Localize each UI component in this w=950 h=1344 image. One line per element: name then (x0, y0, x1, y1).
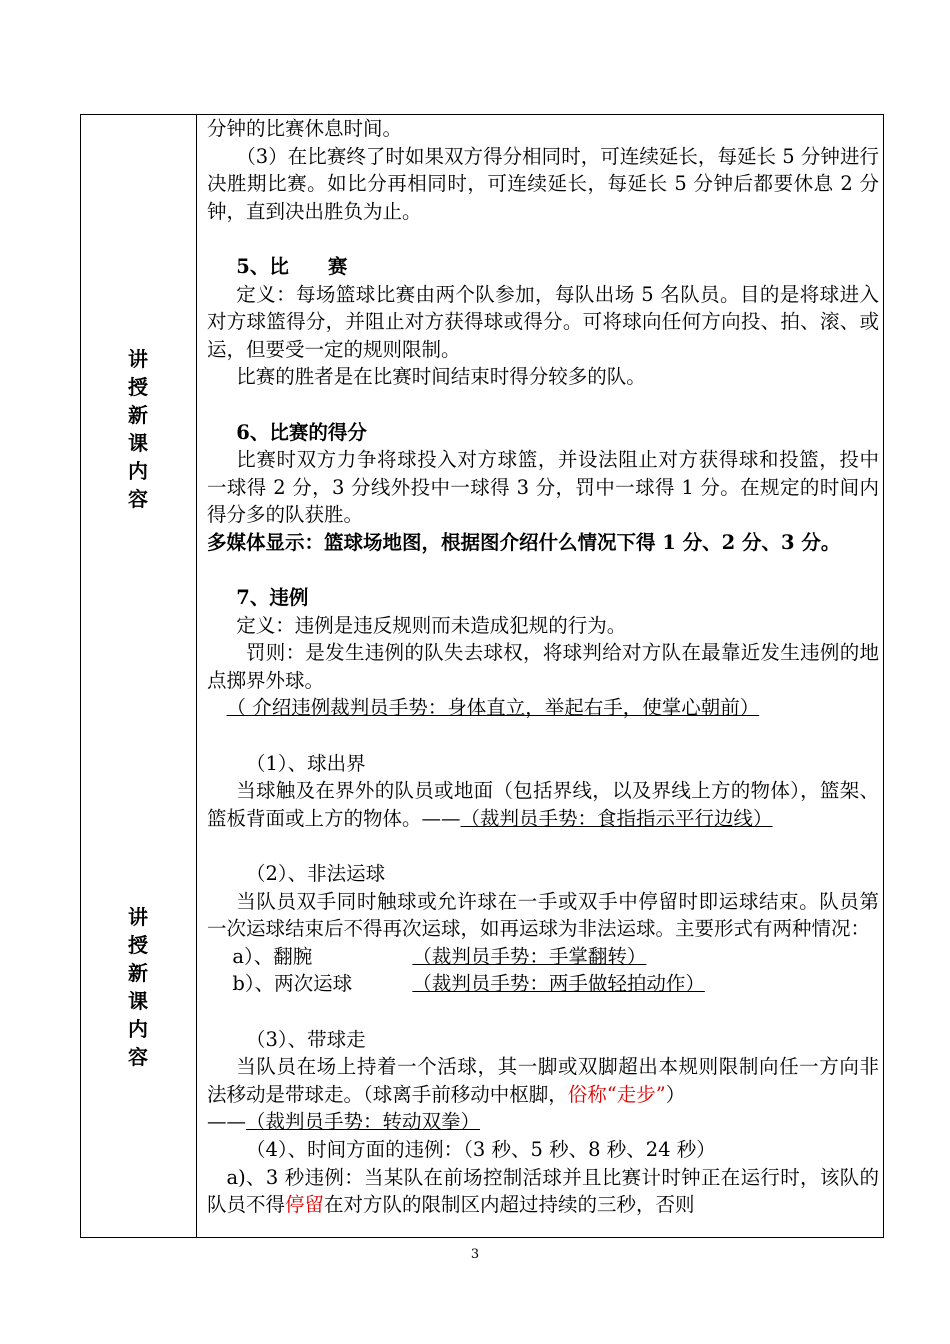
section-heading-7: 7、违例 (236, 586, 309, 610)
highlight-text: 停留 (285, 1193, 325, 1217)
side-label-char: 课 (128, 431, 148, 455)
list-label: a）、翻腕 (232, 944, 313, 968)
referee-gesture-note: （ 介绍违例裁判员手势：身体直立，举起右手，使掌心朝前） (226, 696, 760, 720)
section-heading-5: 5、比 赛 (236, 254, 348, 278)
list-item (207, 970, 879, 998)
list-item (207, 943, 879, 971)
side-label-bottom (81, 903, 195, 1071)
subheading: （1）、球出界 (246, 751, 366, 775)
text: —— (207, 1110, 246, 1134)
side-label-top (81, 345, 195, 513)
paragraph: 定义：违例是违反规则而未造成犯规的行为。 (236, 613, 627, 637)
text: 当队员在场上持着一个活球，其一脚或双脚超出本规则限制向任一方向非法移动是带球走。（球离手前移动中枢脚， (207, 1055, 879, 1106)
side-label-char: 容 (128, 1045, 148, 1069)
text: 在对方队的限制区内超过持续的三秒，否则 (324, 1193, 695, 1217)
paragraph: 定义：每场篮球比赛由两个队参加，每队出场 5 名队员。目的是将球进入对方球篮得分，并阻止对方获得球或得分。可将球向任何方向投、拍、滚、或运，但要受一定的规则限制。 (207, 282, 879, 361)
multimedia-note: 多媒体显示：篮球场地图，根据图介绍什么情况下得 1 分、2 分、3 分。 (207, 530, 841, 554)
side-label-char: 授 (128, 933, 148, 957)
paragraph: 罚则：是发生违例的队失去球权，将球判给对方队在最靠近发生违例的地点掷界外球。 (207, 641, 879, 692)
section-heading-6: 6、比赛的得分 (236, 420, 367, 444)
side-label-char: 讲 (128, 905, 148, 929)
side-label-char: 新 (128, 961, 148, 985)
text: a)、3 秒违例：当某队在前场控制活球并且比赛计时钟正在运行时，该队的队员不得 (207, 1165, 879, 1217)
paragraph (207, 1164, 879, 1219)
subheading: （2）、非法运球 (246, 862, 386, 886)
referee-gesture-note: （裁判员手势：两手做轻拍动作） (412, 972, 705, 996)
paragraph: 当队员双手同时触球或允许球在一手或双手中停留时即运球结束。队员第一次运球结束后不得再次运球，如再运球为非法运球。主要形式有两种情况： (207, 889, 879, 941)
text: ） (665, 1082, 686, 1106)
side-label-char: 容 (128, 487, 148, 511)
lesson-content (207, 115, 879, 1219)
paragraph: （3）在比赛终了时如果双方得分相同时，可连续延长，每延长 5 分钟进行决胜期比赛。如比分再相同时，可连续延长，每延长 5 分钟后都要休息 2 分钟，直到决出胜负为止。 (207, 144, 879, 223)
paragraph (207, 1108, 879, 1136)
list-label: b）、两次运球 (232, 972, 353, 996)
paragraph (207, 1053, 879, 1108)
highlight-text: 俗称“走步” (567, 1082, 666, 1106)
side-label-char: 内 (128, 459, 148, 483)
lesson-table (80, 114, 884, 1238)
side-label-char: 新 (128, 403, 148, 427)
paragraph (207, 777, 879, 832)
page-number: 3 (470, 1247, 480, 1262)
referee-gesture-note: （裁判员手势：食指指示平行边线） (460, 806, 773, 830)
side-label-char: 讲 (128, 347, 148, 371)
paragraph: 比赛时双方力争将球投入对方球篮，并设法阻止对方获得球和投篮，投中一球得 2 分，3 分线外投中一球得 3 分，罚中一球得 1 分。在规定的时间内得分多的队获胜。 (207, 448, 879, 527)
side-label-char: 授 (128, 375, 148, 399)
text: 当球触及在界外的队员或地面（包括界线，以及界线上方的物体），篮架、篮板背面或上方的物体。—— (207, 779, 879, 830)
referee-gesture-note: （裁判员手势：转动双拳） (246, 1110, 481, 1134)
side-label-column (81, 115, 197, 1237)
paragraph: 分钟的比赛休息时间。 (207, 117, 403, 140)
referee-gesture-note: （裁判员手势：手掌翻转） (412, 944, 647, 968)
subheading: （3）、带球走 (246, 1027, 366, 1051)
paragraph: 比赛的胜者是在比赛时间结束时得分较多的队。 (236, 365, 646, 389)
side-label-char: 课 (128, 989, 148, 1013)
side-label-char: 内 (128, 1017, 148, 1041)
subheading: （4）、时间方面的违例：（3 秒、5 秒、8 秒、24 秒） (246, 1137, 716, 1161)
